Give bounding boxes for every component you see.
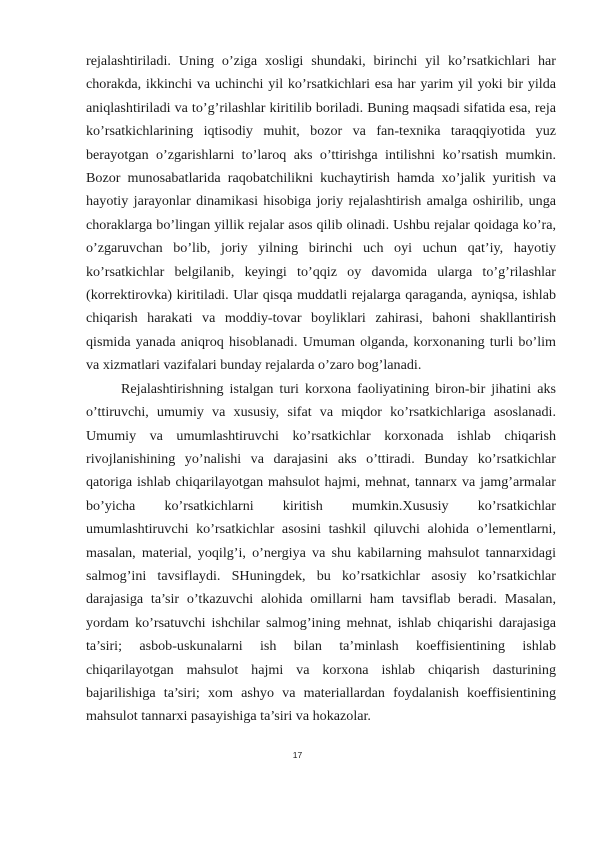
- paragraph-2: Rejalashtirishning istalgan turi korxona faoliyatining biron-bir jihatini aks o’ttiruvchi, umumiy va xususiy, sifat va miqdor ko’rsatkichlariga asoslanadi. Umumiy va umumlashtiruvchi ko’rsatkichlar korxonada ishlab chiqarish rivojlanishining yo’nalishi va darajasini aks o’ttiradi. Bunday ko’rsatkichlar qatoriga ishlab chiqarilayotgan mahsulot hajmi, mehnat, tannarx va jamg’armalar bo’yicha ko’rsatkichlarni kiritish mumkin.Xususiy ko’rsatkichlar umumlashtiruvchi ko’rsatkichlar asosini tashkil qiluvchi alohida o’lementlarni, masalan, material, yoqilg’i, o’nergiya va shu kabilarning mahsulot tannarxidagi salmog’ini tavsiflaydi. SHuningdek, bu ko’rsatkichlar asosiy ko’rsatkichlar darajasiga ta’sir o’tkazuvchi alohida omillarni ham tavsiflab beradi. Masalan, yordam ko’rsatuvchi ishchilar salmog’ining mehnat, ishlab chiqarishi darajasiga ta’siri; asbob-uskunalarni ish bilan ta’minlash koeffisientining ishlab chiqarilayotgan mahsulot hajmi va korxona ishlab chiqarish dasturining bajarilishiga ta’siri; xom ashyo va materiallardan foydalanish koeffisientining mahsulot tannarxi pasayishiga ta’siri va hokazolar.: [86, 380, 556, 725]
- page-number: 17: [292, 750, 303, 760]
- body-text: [86, 50, 556, 729]
- paragraph-1: rejalashtiriladi. Uning o’ziga xosligi shundaki, birinchi yil ko’rsatkichlari har chorakda, ikkinchi va uchinchi yil ko’rsatkichlari esa har yarim yil yoki bir yilda aniqlashtiriladi va to’g’rilashlar kiritilib boriladi. Buning maqsadi sifatida esa, reja ko’rsatkichlarining iqtisodiy muhit, bozor va fan-texnika taraqqiyotida yuz berayotgan o’zgarishlarni to’laroq aks o’ttirishga intilishni ko’rsatish mumkin. Bozor munosabatlarida raqobatchilikni kuchaytirish hamda xo’jalik yuritish va hayotiy jarayonlar dinamikasi hisobiga joriy rejalashtirish amalga oshirilib, unga choraklarga bo’lingan yillik rejalar asos qilib olinadi. Ushbu rejalar qoidaga ko’ra, o’zgaruvchan bo’lib, joriy yilning birinchi uch oyi uchun qat’iy, hayotiy ko’rsatkichlar belgilanib, keyingi to’qqiz oy davomida ularga to’g’rilashlar (korrektirovka) kiritiladi. Ular qisqa muddatli rejalarga qaraganda, ayniqsa, ishlab chiqarish harakati va moddiy-tovar boyliklari zahirasi, bahoni shakllantirish qismida yanada aniqroq hisoblanadi. Umuman olganda, korxonaning turli bo’lim va xizmatlari vazifalari bunday rejalarda o’zaro bog’lanadi.: [86, 53, 556, 374]
